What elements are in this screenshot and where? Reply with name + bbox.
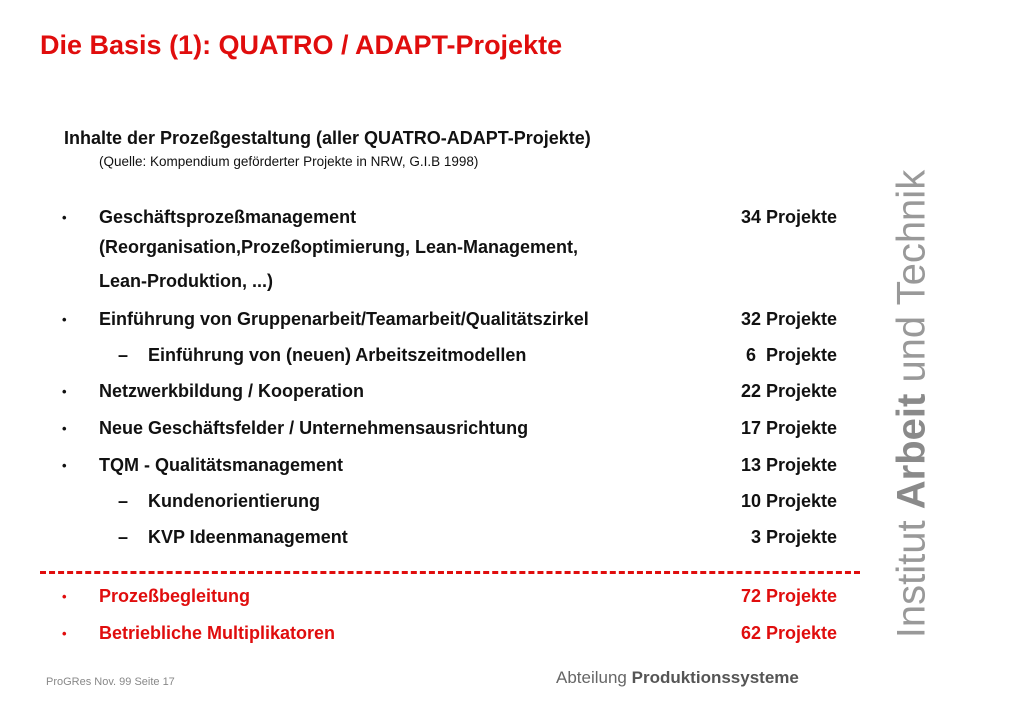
page-title: Die Basis (1): QUATRO / ADAPT-Projekte — [40, 30, 563, 60]
item-label: Kundenorientierung — [148, 491, 320, 511]
item-label: Einführung von (neuen) Arbeitszeitmodellen — [148, 345, 527, 365]
item-label: Einführung von Gruppenarbeit/Teamarbeit/Qualitätszirkel — [99, 309, 589, 329]
sub-list-item — [0, 491, 860, 515]
item-count: 10 Projekte — [740, 491, 837, 511]
list-item — [0, 455, 860, 479]
dash-icon: – — [118, 527, 129, 547]
logo-text-arbeit: Arbeit — [889, 393, 934, 510]
dashed-divider — [40, 571, 860, 574]
bullet-icon: • — [62, 589, 67, 604]
institute-logo-text — [890, 170, 935, 638]
bullet-icon: • — [62, 626, 67, 641]
bullet-icon: • — [62, 210, 67, 225]
footer-department — [556, 668, 799, 688]
footer-department-name: Produktionssysteme — [631, 668, 799, 687]
list-item — [0, 207, 860, 231]
item-count: 13 Projekte — [740, 455, 837, 475]
item-count: 34 Projekte — [740, 207, 837, 227]
item-label: TQM - Qualitätsmanagement — [99, 455, 344, 475]
item-count: 32 Projekte — [740, 309, 837, 329]
item-count: 17 Projekte — [740, 418, 837, 438]
logo-text-institut: Institut — [889, 509, 934, 639]
item-count: 72 Projekte — [740, 586, 837, 606]
bullet-icon: • — [62, 421, 67, 436]
list-item — [0, 381, 860, 405]
bullet-icon: • — [62, 312, 67, 327]
item-label: KVP Ideenmanagement — [148, 527, 348, 547]
item-count: 62 Projekte — [740, 623, 837, 643]
item-count: 3 Projekte — [750, 527, 837, 547]
item-continuation: (Reorganisation,Prozeßoptimierung, Lean-Management, — [99, 237, 579, 257]
list-item — [0, 418, 860, 442]
section-heading: Inhalte der Prozeßgestaltung (aller QUATRO-ADAPT-Projekte) — [64, 128, 591, 148]
dash-icon: – — [118, 491, 129, 511]
item-label: Geschäftsprozeßmanagement — [99, 207, 357, 227]
sub-list-item — [0, 527, 860, 551]
source-note: (Quelle: Kompendium geförderter Projekte in NRW, G.I.B 1998) — [99, 154, 479, 169]
item-continuation: Lean-Produktion, ...) — [99, 271, 273, 291]
bullet-icon: • — [62, 458, 67, 473]
item-count: 6 Projekte — [745, 345, 837, 365]
dash-icon: – — [118, 345, 129, 365]
item-label: Netzwerkbildung / Kooperation — [99, 381, 365, 401]
list-item — [0, 309, 860, 333]
footer-page-info: ProGRes Nov. 99 Seite 17 — [46, 676, 175, 688]
item-count: 22 Projekte — [740, 381, 837, 401]
footer-department-prefix: Abteilung — [556, 668, 632, 687]
item-label: Neue Geschäftsfelder / Unternehmensausrichtung — [99, 418, 529, 438]
item-label: Betriebliche Multiplikatoren — [99, 623, 336, 643]
logo-text-technik: und Technik — [889, 169, 934, 394]
list-item-highlight — [0, 586, 860, 610]
list-item-highlight — [0, 623, 860, 647]
bullet-icon: • — [62, 384, 67, 399]
item-label: Prozeßbegleitung — [99, 586, 251, 606]
sub-list-item — [0, 345, 860, 369]
